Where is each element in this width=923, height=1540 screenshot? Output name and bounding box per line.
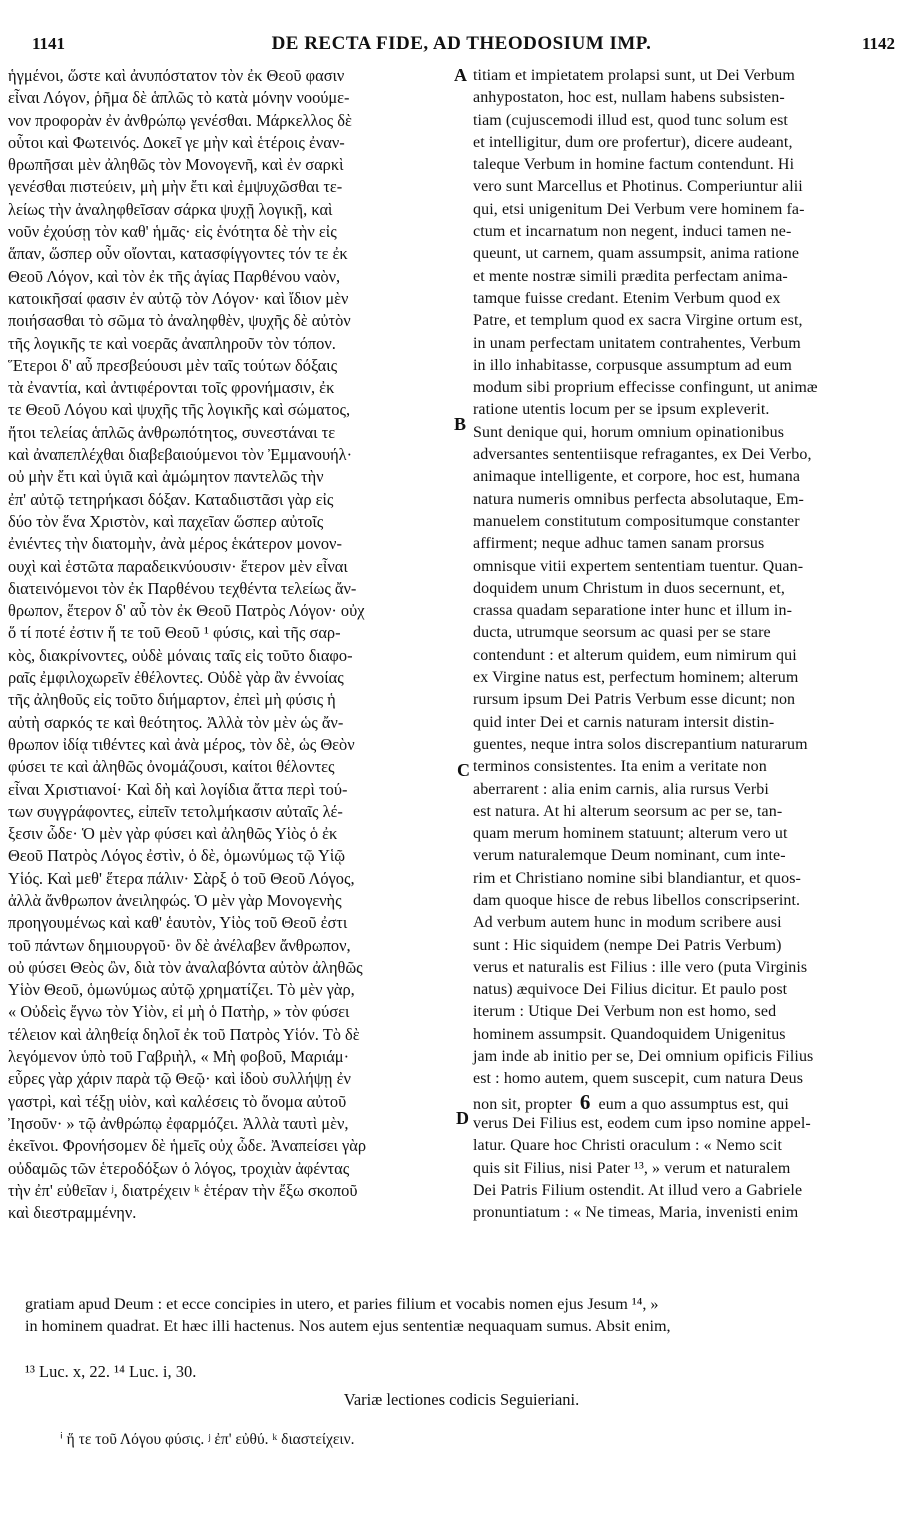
latin-line: ctum et incarnatum non negent, induci tamen ne- [473, 223, 792, 241]
latin-line: jam inde ab initio per se, Dei omnium opificis Filius [473, 1048, 814, 1066]
latin-line: est : homo autem, quem suscepit, cum natura Deus [473, 1070, 804, 1088]
latin-line: latur. Quare hoc Christi oraculum : « Nemo scit [473, 1137, 783, 1155]
latin-line: terminos consistentes. Ita enim a veritate non [473, 758, 767, 776]
greek-line: προηγουμένως καὶ καθ' ἑαυτὸν, Υἱὸς τοῦ Θεοῦ ἐστι [8, 913, 348, 933]
latin-line: tamque fuisse credant. Etenim Verbum quod ex [473, 289, 781, 307]
greek-line: αὐτὴ σαρκός τε καὶ θεότητος. Ἀλλὰ τὸν μὲν ὡς ἄν- [8, 712, 344, 732]
greek-line: οὐδαμῶς τῶν ἑτεροδόξων ὁ λόγος, τροχιὰν ἀφέντας [8, 1158, 350, 1178]
greek-line: « Οὐδεὶς ἔγνω τὸν Υἱὸν, εἰ μὴ ὁ Πατὴρ, » τὸν φύσει [8, 1002, 350, 1022]
latin-line: tiam (cujuscemodi illud est, quod tunc solum est [473, 111, 788, 129]
greek-line: ἐπ' αὐτῷ τετηρήκασι δόξαν. Καταδιιστᾶσι γὰρ εἰς [8, 489, 334, 509]
greek-line: Ἕτεροι δ' αὖ πρεσβεύουσι μὲν ταῖς τούτων δόξαις [8, 355, 338, 375]
latin-line: hominem assumpsit. Quandoquidem Unigenitus [473, 1025, 786, 1043]
latin-line: anhypostaton, hoc est, nullam habens subsisten- [473, 89, 785, 107]
greek-line: ἐνιέντες τὴν διατομὴν, ἀνὰ μέρος ἑκάτερον μονον- [8, 534, 342, 554]
latin-line: verus et naturalis est Filius : ille vero (puta Virginis [473, 958, 808, 976]
latin-line: verus Dei Filius est, eodem cum ipso nomine appel- [473, 1114, 811, 1132]
greek-line: ἅπαν, ὥσπερ οὖν οἴονται, κατασφίγγοντες τόν τε ἐκ [8, 244, 348, 264]
latin-line-text: non sit, propter [473, 1095, 572, 1113]
latin-line: verum naturalemque Deum nominant, cum inte- [473, 847, 786, 865]
variae-heading: Variæ lectiones codicis Seguieriani. [343, 1390, 580, 1409]
greek-line: Υἱός. Καὶ μεθ' ἕτερα πάλιν· Σὰρξ ὁ τοῦ Θεοῦ Λόγος, [8, 868, 355, 888]
greek-line: ἀλλὰ ἄνθρωπον ἀνειληφώς. Ὁ μὲν γὰρ Μονογενὴς [8, 890, 342, 910]
greek-line: ραῖς ἐμφιλοχωρεῖν ἐθέλοντες. Οὐδὲ γὰρ ἂν ἐννοίας [8, 668, 344, 688]
greek-line: ουχὶ καὶ ἑστῶτα παραδεικνύουσιν· ἕτερον μὲν εἶναι [8, 556, 348, 576]
margin-marker-b: B [454, 414, 467, 434]
latin-line: Patre, et templum quod ex sacra Virgine ortum est, [473, 312, 803, 330]
latin-line: pronuntiatum : « Ne timeas, Maria, invenisti enim [473, 1204, 799, 1222]
greek-line: καὶ ἀναπεπλέχθαι διαβεβαιούμενοι τὸν Ἐμμανουήλ· [8, 445, 353, 465]
greek-line: κατοικῆσαί φασιν ἐν αὐτῷ τὸν Λόγον· καὶ ἴδιον μὲν [8, 288, 349, 308]
column-page-marker: 6 [579, 1089, 591, 1114]
greek-line: ἡγμένοι, ὥστε καὶ ἀνυπόστατον τὸν ἐκ Θεοῦ φασιν [8, 66, 345, 85]
full-width-text [25, 1293, 915, 1338]
page-title: DE RECTA FIDE, AD THEODOSIUM IMP. [271, 33, 652, 54]
greek-line: διατεινόμενοι τὸν ἐκ Παρθένου τεχθέντα τελείως ἄν- [8, 578, 357, 598]
latin-line: Ad verbum autem hunc in modum scribere ausi [473, 914, 782, 932]
greek-line: νοῦν ἐχούσῃ τὸν καθ' ἡμᾶς· εἰς ἑνότητα δὲ τὴν εἰς [8, 222, 337, 242]
greek-line: τέλειον καὶ ἀληθείᾳ δηλοῖ ἐκ τοῦ Πατρὸς Υἱόν. Τὸ δὲ [8, 1024, 360, 1044]
latin-line: in illo inhabitasse, corpusque assumptum ad eum [473, 356, 792, 374]
latin-line: aberrarent : alia enim carnis, alia rursus Verbi [473, 780, 769, 798]
page-number-left: 1141 [32, 34, 66, 53]
margin-marker-c: C [457, 760, 470, 780]
greek-line: οὐ φύσει Θεὸς ὢν, διὰ τὸν ἀναλαβόντα αὐτὸν ἀληθῶς [8, 957, 363, 977]
page-number-right: 1142 [861, 34, 895, 53]
latin-line: iterum : Utique Dei Verbum non est homo, sed [473, 1003, 777, 1021]
greek-line: Ἰησοῦν· » τῷ ἀνθρώπῳ ἐφαρμόζει. Ἀλλὰ ταυτὶ μὲν, [8, 1113, 349, 1133]
greek-line: εὗρες γὰρ χάριν παρὰ τῷ Θεῷ· καὶ ἰδοὺ συλλήψῃ ἐν [8, 1069, 351, 1089]
greek-line: Υἱὸν Θεοῦ, ὁμωνύμως αὐτῷ χρηματίζει. Τὸ μὲν γὰρ, [8, 980, 355, 1000]
latin-line: ducta, utrumque seorsum ac quasi per se stare [473, 624, 771, 642]
latin-line: quid inter Dei et carnis naturam intersit distin- [473, 713, 775, 731]
latin-line: rim et Christiano nomine sibi blandiantur, et quos- [473, 869, 801, 887]
latin-line: queunt, ut carnem, quam assumpsit, anima ratione [473, 245, 800, 263]
latin-line: ex Virgine natus est, perfectum hominem; alterum [473, 669, 799, 687]
latin-line: et mente nostræ simili prædita perfectam anima- [473, 267, 788, 285]
latin-line: quam merum hominem statuunt; alterum vero ut [473, 825, 788, 843]
latin-line: omnisque vitii expertem sententiam tuentur. Quan- [473, 557, 804, 575]
greek-line: τῆς ἀληθοῦς εἰς τοῦτο διήμαρτον, ἐπεὶ μὴ φύσις ἡ [8, 690, 336, 710]
latin-line: ratione utentis locum per se ipsum expleverit. [473, 401, 770, 419]
greek-line: λεγόμενον ὑπὸ τοῦ Γαβριὴλ, « Μὴ φοβοῦ, Μαριάμ· [8, 1047, 350, 1067]
greek-line: ξεσιν ὧδε· Ὁ μὲν γὰρ φύσει καὶ ἀληθῶς Υἱὸς ὁ ἐκ [8, 824, 338, 844]
variae-notes: ⁱ ἥ τε τοῦ Λόγου φύσις. ʲ ἐπ' εὐθύ. ᵏ διαστείχειν. [60, 1431, 355, 1448]
greek-line: τῆς λογικῆς τε καὶ νοερᾶς ἀναπληροῦν τὸν τόπον. [8, 333, 336, 353]
latin-line: natus) æquivoce Dei Filius dicitur. Et paulo post [473, 981, 788, 999]
footnotes: ¹³ Luc. x, 22. ¹⁴ Luc. i, 30. [25, 1362, 197, 1381]
greek-line: Θεοῦ Πατρὸς Λόγος ἐστὶν, ὁ δὲ, ὁμωνύμως τῷ Υἱῷ [8, 846, 346, 866]
greek-line: ἐκεῖνοι. Φρονήσομεν δὲ ἡμεῖς οὐχ ὧδε. Ἀναπείσει γὰρ [8, 1136, 367, 1156]
latin-line: guentes, neque intra solos discrepantium naturarum [473, 735, 808, 753]
greek-line: των συγγράφοντες, εἰπεῖν τετολμήκασιν αὐταῖς λέ- [8, 801, 343, 821]
greek-line: θρωπῆσαι μὲν ἀληθῶς τὸν Μονογενῆ, καὶ ἐν σαρκὶ [8, 155, 344, 175]
latin-column [473, 65, 913, 1224]
margin-marker-d: D [456, 1108, 469, 1128]
greek-line: τὰ ἐναντία, καὶ ἀντιφέρονται τοῖς φρονήμασιν, ἐκ [8, 378, 335, 398]
greek-line: δύο τὸν ἕνα Χριστὸν, καὶ παχεῖαν ὥσπερ αὐτοῖς [8, 511, 324, 531]
greek-line: οὐ μὴν ἔτι καὶ ὑγιᾶ καὶ ἀμώμητον παντελῶς τὴν [8, 467, 324, 487]
full-line: gratiam apud Deum : et ecce concipies in utero, et paries filium et vocabis nomen ejus Jesum ¹⁴, » [25, 1295, 659, 1313]
greek-line: κὸς, διακρίνοντες, οὐδὲ μόναις ταῖς εἰς τοῦτο διαφο- [8, 645, 353, 665]
latin-line: sunt : Hic siquidem (nempe Dei Patris Verbum) [473, 936, 782, 954]
latin-line: in unam perfectam unitatem contrahentes, Verbum [473, 334, 801, 352]
latin-line: et intelligitur, dum ore profertur), dicere audeant, [473, 133, 793, 151]
greek-line: οὗτοι καὶ Φωτεινός. Δοκεῖ γε μὴν καὶ ἑτέροις ἐναν- [8, 132, 345, 152]
greek-line: γενέσθαι πιστεύειν, μὴ μὴν ἔτι καὶ ἐμψυχῶσθαι τε- [8, 177, 343, 197]
latin-line: doquidem unum Christum in duos secernunt, et, [473, 579, 786, 597]
greek-line: τοῦ πάντων δημιουργοῦ· ὃν δὲ ἀνέλαβεν ἄνθρωπον, [8, 935, 351, 955]
latin-line: animaque intelligente, et corpore, hoc est, humana [473, 468, 801, 486]
latin-line: Sunt denique qui, horum omnium opinationibus [473, 423, 785, 441]
latin-line: qui, etsi unigenitum Dei Verbum vere hominem fa- [473, 200, 805, 218]
greek-line: λείως τὴν ἀναληφθεῖσαν σάρκα ψυχῇ λογικῇ, καὶ [8, 199, 333, 219]
greek-line: τὴν ἐπ' εὐθεῖαν ʲ, διατρέχειν ᵏ ἑτέραν τὴν ἔξω σκοποῦ [8, 1180, 358, 1200]
latin-line-text: eum a quo assumptus est, qui [598, 1095, 789, 1113]
greek-line: καὶ διεστραμμένην. [8, 1203, 137, 1223]
latin-line: vero sunt Marcellus et Photinus. Comperiuntur alii [473, 178, 803, 196]
full-line: in hominem quadrat. Et hæc illi hactenus. Nos autem ejus sententiæ nequaquam sumus. Absit enim, [25, 1317, 671, 1336]
latin-line: dam quoque hisce de rebus libellos conscripserint. [473, 891, 801, 909]
greek-line: εἶναι Λόγον, ῥῆμα δὲ ἁπλῶς τὸ κατὰ μόνην νοούμε- [8, 88, 350, 108]
greek-column [8, 65, 453, 1224]
latin-line: est natura. At hi alterum seorsum ac per se, tan- [473, 802, 783, 820]
greek-line: τε Θεοῦ Λόγου καὶ ψυχῆς τῆς λογικῆς καὶ σώματος, [8, 400, 351, 420]
latin-line [473, 1091, 913, 1113]
latin-line: affirment; neque adhuc tamen sanam prorsus [473, 535, 765, 553]
latin-line: modum sibi proprium effecisse confingunt, ut animæ [473, 379, 818, 397]
latin-line: natura numeris omnibus perfecta absolutaque, Em- [473, 490, 804, 508]
latin-line: rursum ipsum Dei Patris Verbum esse dicunt; non [473, 691, 796, 709]
greek-line: ποιήσασθαι τὸ σῶμα τὸ ἀναληφθὲν, ψυχῆς δὲ αὐτὸν [8, 311, 351, 331]
greek-line: εἶναι Χριστιανοί· Καὶ δὴ καὶ λογίδια ἄττα περὶ τού- [8, 779, 348, 799]
latin-line: taleque Verbum in homine factum contendunt. Hi [473, 156, 795, 174]
margin-marker-a: A [454, 65, 467, 85]
greek-line: φύσει τε καὶ ἀληθῶς ὀνομάζουσι, καίτοι θέλοντες [8, 757, 335, 777]
greek-line: Θεοῦ Λόγον, καὶ τὸν ἐκ τῆς ἁγίας Παρθένου ναὸν, [8, 266, 341, 286]
latin-line: adversantes sententiisque refragantes, ex Dei Verbo, [473, 446, 812, 464]
latin-line: titiam et impietatem prolapsi sunt, ut Dei Verbum [473, 67, 795, 84]
latin-line: quis sit Filius, nisi Pater ¹³, » verum et naturalem [473, 1159, 791, 1177]
greek-line: νον προφορὰν ἐν ἀνθρώπῳ γενέσθαι. Μάρκελλος δὲ [8, 110, 352, 130]
greek-line: ὅ τί ποτέ ἐστιν ἥ τε τοῦ Θεοῦ ¹ φύσις, καὶ τῆς σαρ- [8, 623, 341, 643]
greek-line: γαστρὶ, καὶ τέξῃ υἱὸν, καὶ καλέσεις τὸ ὄνομα αὐτοῦ [8, 1091, 347, 1111]
latin-line: Dei Patris Filium ostendit. At illud vero a Gabriele [473, 1181, 803, 1199]
greek-line: θρωπον, ἕτερον δ' αὖ τὸν ἐκ Θεοῦ Πατρὸς Λόγον· οὐχ [8, 601, 365, 621]
greek-line: ἤτοι τελείας ἁπλῶς ἀνθρωπότητος, συνεστάναι τε [8, 422, 336, 442]
greek-line: θρωπον ἰδίᾳ τιθέντες καὶ ἀνὰ μέρος, τὸν δὲ, ὡς Θεὸν [8, 734, 355, 754]
latin-line: contendunt : et alterum quidem, eum nimirum qui [473, 646, 797, 664]
latin-line: manuelem constitutum compositumque constanter [473, 512, 800, 530]
latin-line: crassa quadam separatione inter hunc et illum in- [473, 602, 793, 620]
